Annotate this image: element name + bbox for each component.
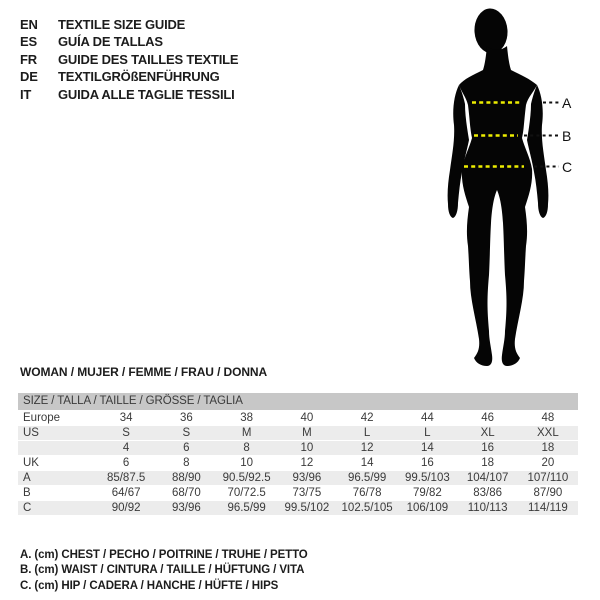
- row-label: B: [18, 485, 96, 500]
- size-cell: 106/109: [397, 500, 457, 515]
- size-cell: 8: [217, 440, 277, 455]
- size-cell: 14: [397, 440, 457, 455]
- size-cell: 104/107: [458, 470, 518, 485]
- size-cell: 114/119: [518, 500, 578, 515]
- size-cell: 6: [96, 455, 156, 470]
- size-cell: 8: [156, 455, 216, 470]
- size-cell: 44: [397, 410, 457, 425]
- size-cell: 18: [518, 440, 578, 455]
- language-row-es: [20, 33, 238, 50]
- table-row: [18, 440, 578, 455]
- size-cell: 93/96: [277, 470, 337, 485]
- size-cell: 16: [397, 455, 457, 470]
- language-row-en: [20, 16, 238, 33]
- language-code: EN: [20, 17, 38, 32]
- size-cell: 93/96: [156, 500, 216, 515]
- size-cell: 42: [337, 410, 397, 425]
- size-cell: XXL: [518, 425, 578, 440]
- size-cell: 18: [458, 455, 518, 470]
- section-heading-woman: WOMAN / MUJER / FEMME / FRAU / DONNA: [20, 365, 268, 379]
- silhouette-right-arm: [527, 85, 548, 218]
- size-cell: 73/75: [277, 485, 337, 500]
- size-cell: 16: [458, 440, 518, 455]
- row-label: C: [18, 500, 96, 515]
- size-cell: 110/113: [458, 500, 518, 515]
- size-cell: S: [96, 425, 156, 440]
- language-row-de: [20, 68, 238, 85]
- size-cell: 20: [518, 455, 578, 470]
- size-cell: 64/67: [96, 485, 156, 500]
- woman-silhouette: [448, 7, 549, 366]
- table-row: [18, 470, 578, 485]
- size-table-header: SIZE / TALLA / TAILLE / GRÖSSE / TAGLIA: [18, 393, 578, 410]
- size-cell: M: [277, 425, 337, 440]
- size-cell: 88/90: [156, 470, 216, 485]
- size-cell: 107/110: [518, 470, 578, 485]
- language-row-fr: [20, 51, 238, 68]
- size-cell: 70/72.5: [217, 485, 277, 500]
- size-cell: S: [156, 425, 216, 440]
- size-cell: 96.5/99: [217, 500, 277, 515]
- size-cell: 38: [217, 410, 277, 425]
- guide-title: TEXTILE SIZE GUIDE: [58, 17, 186, 32]
- size-cell: 68/70: [156, 485, 216, 500]
- language-code: IT: [20, 86, 32, 102]
- size-cell: 36: [156, 410, 216, 425]
- size-cell: 87/90: [518, 485, 578, 500]
- size-cell: 85/87.5: [96, 470, 156, 485]
- marker-label-a: A: [562, 95, 572, 111]
- size-cell: 90/92: [96, 500, 156, 515]
- silhouette-left-arm: [448, 85, 469, 218]
- table-row: [18, 485, 578, 500]
- woman-silhouette-figure: [400, 0, 600, 380]
- size-cell: 46: [458, 410, 518, 425]
- row-label: A: [18, 470, 96, 485]
- size-cell: M: [217, 425, 277, 440]
- marker-label-c: C: [562, 159, 573, 175]
- row-label: UK: [18, 455, 96, 470]
- row-label: [18, 440, 96, 455]
- language-code: DE: [20, 69, 38, 85]
- guide-title: TEXTILGRÖßENFÜHRUNG: [58, 69, 220, 85]
- size-table-header-row: [18, 393, 578, 410]
- size-cell: 4: [96, 440, 156, 455]
- size-cell: 48: [518, 410, 578, 425]
- size-cell: 96.5/99: [337, 470, 397, 485]
- size-cell: 10: [277, 440, 337, 455]
- language-code: ES: [20, 34, 37, 50]
- table-row: [18, 410, 578, 425]
- size-cell: 6: [156, 440, 216, 455]
- table-row: [18, 500, 578, 515]
- marker-label-b: B: [562, 128, 572, 144]
- guide-title: GUIDA ALLE TAGLIE TESSILI: [58, 86, 235, 102]
- size-cell: L: [337, 425, 397, 440]
- size-cell: 83/86: [458, 485, 518, 500]
- size-cell: XL: [458, 425, 518, 440]
- silhouette-head: [473, 7, 509, 54]
- legend-line: C. (cm) HIP / CADERA / HANCHE / HÜFTE / HIPS: [20, 579, 279, 592]
- legend-line: A. (cm) CHEST / PECHO / POITRINE / TRUHE / PETTO: [20, 549, 308, 561]
- language-code: FR: [20, 51, 37, 67]
- size-cell: 40: [277, 410, 337, 425]
- size-cell: 99.5/103: [397, 470, 457, 485]
- legend-line: B. (cm) WAIST / CINTURA / TAILLE / HÜFTUNG / VITA: [20, 564, 305, 577]
- size-cell: 34: [96, 410, 156, 425]
- size-cell: 14: [337, 455, 397, 470]
- size-cell: 99.5/102: [277, 500, 337, 515]
- size-cell: 76/78: [337, 485, 397, 500]
- silhouette-body: [459, 46, 537, 366]
- size-table: [18, 393, 578, 516]
- size-table-body: [18, 393, 578, 515]
- size-cell: 12: [277, 455, 337, 470]
- row-label: Europe: [18, 410, 96, 425]
- row-label: US: [18, 425, 96, 440]
- measure-legend: [20, 548, 308, 594]
- size-cell: 90.5/92.5: [217, 470, 277, 485]
- table-row: [18, 425, 578, 440]
- size-cell: 102.5/105: [337, 500, 397, 515]
- language-title-list: [20, 16, 238, 103]
- table-row: [18, 455, 578, 470]
- size-cell: L: [397, 425, 457, 440]
- guide-title: GUIDE DES TAILLES TEXTILE: [58, 51, 239, 67]
- size-cell: 10: [217, 455, 277, 470]
- guide-title: GUÍA DE TALLAS: [58, 34, 163, 50]
- size-cell: 12: [337, 440, 397, 455]
- size-cell: 79/82: [397, 485, 457, 500]
- language-row-it: [20, 86, 238, 103]
